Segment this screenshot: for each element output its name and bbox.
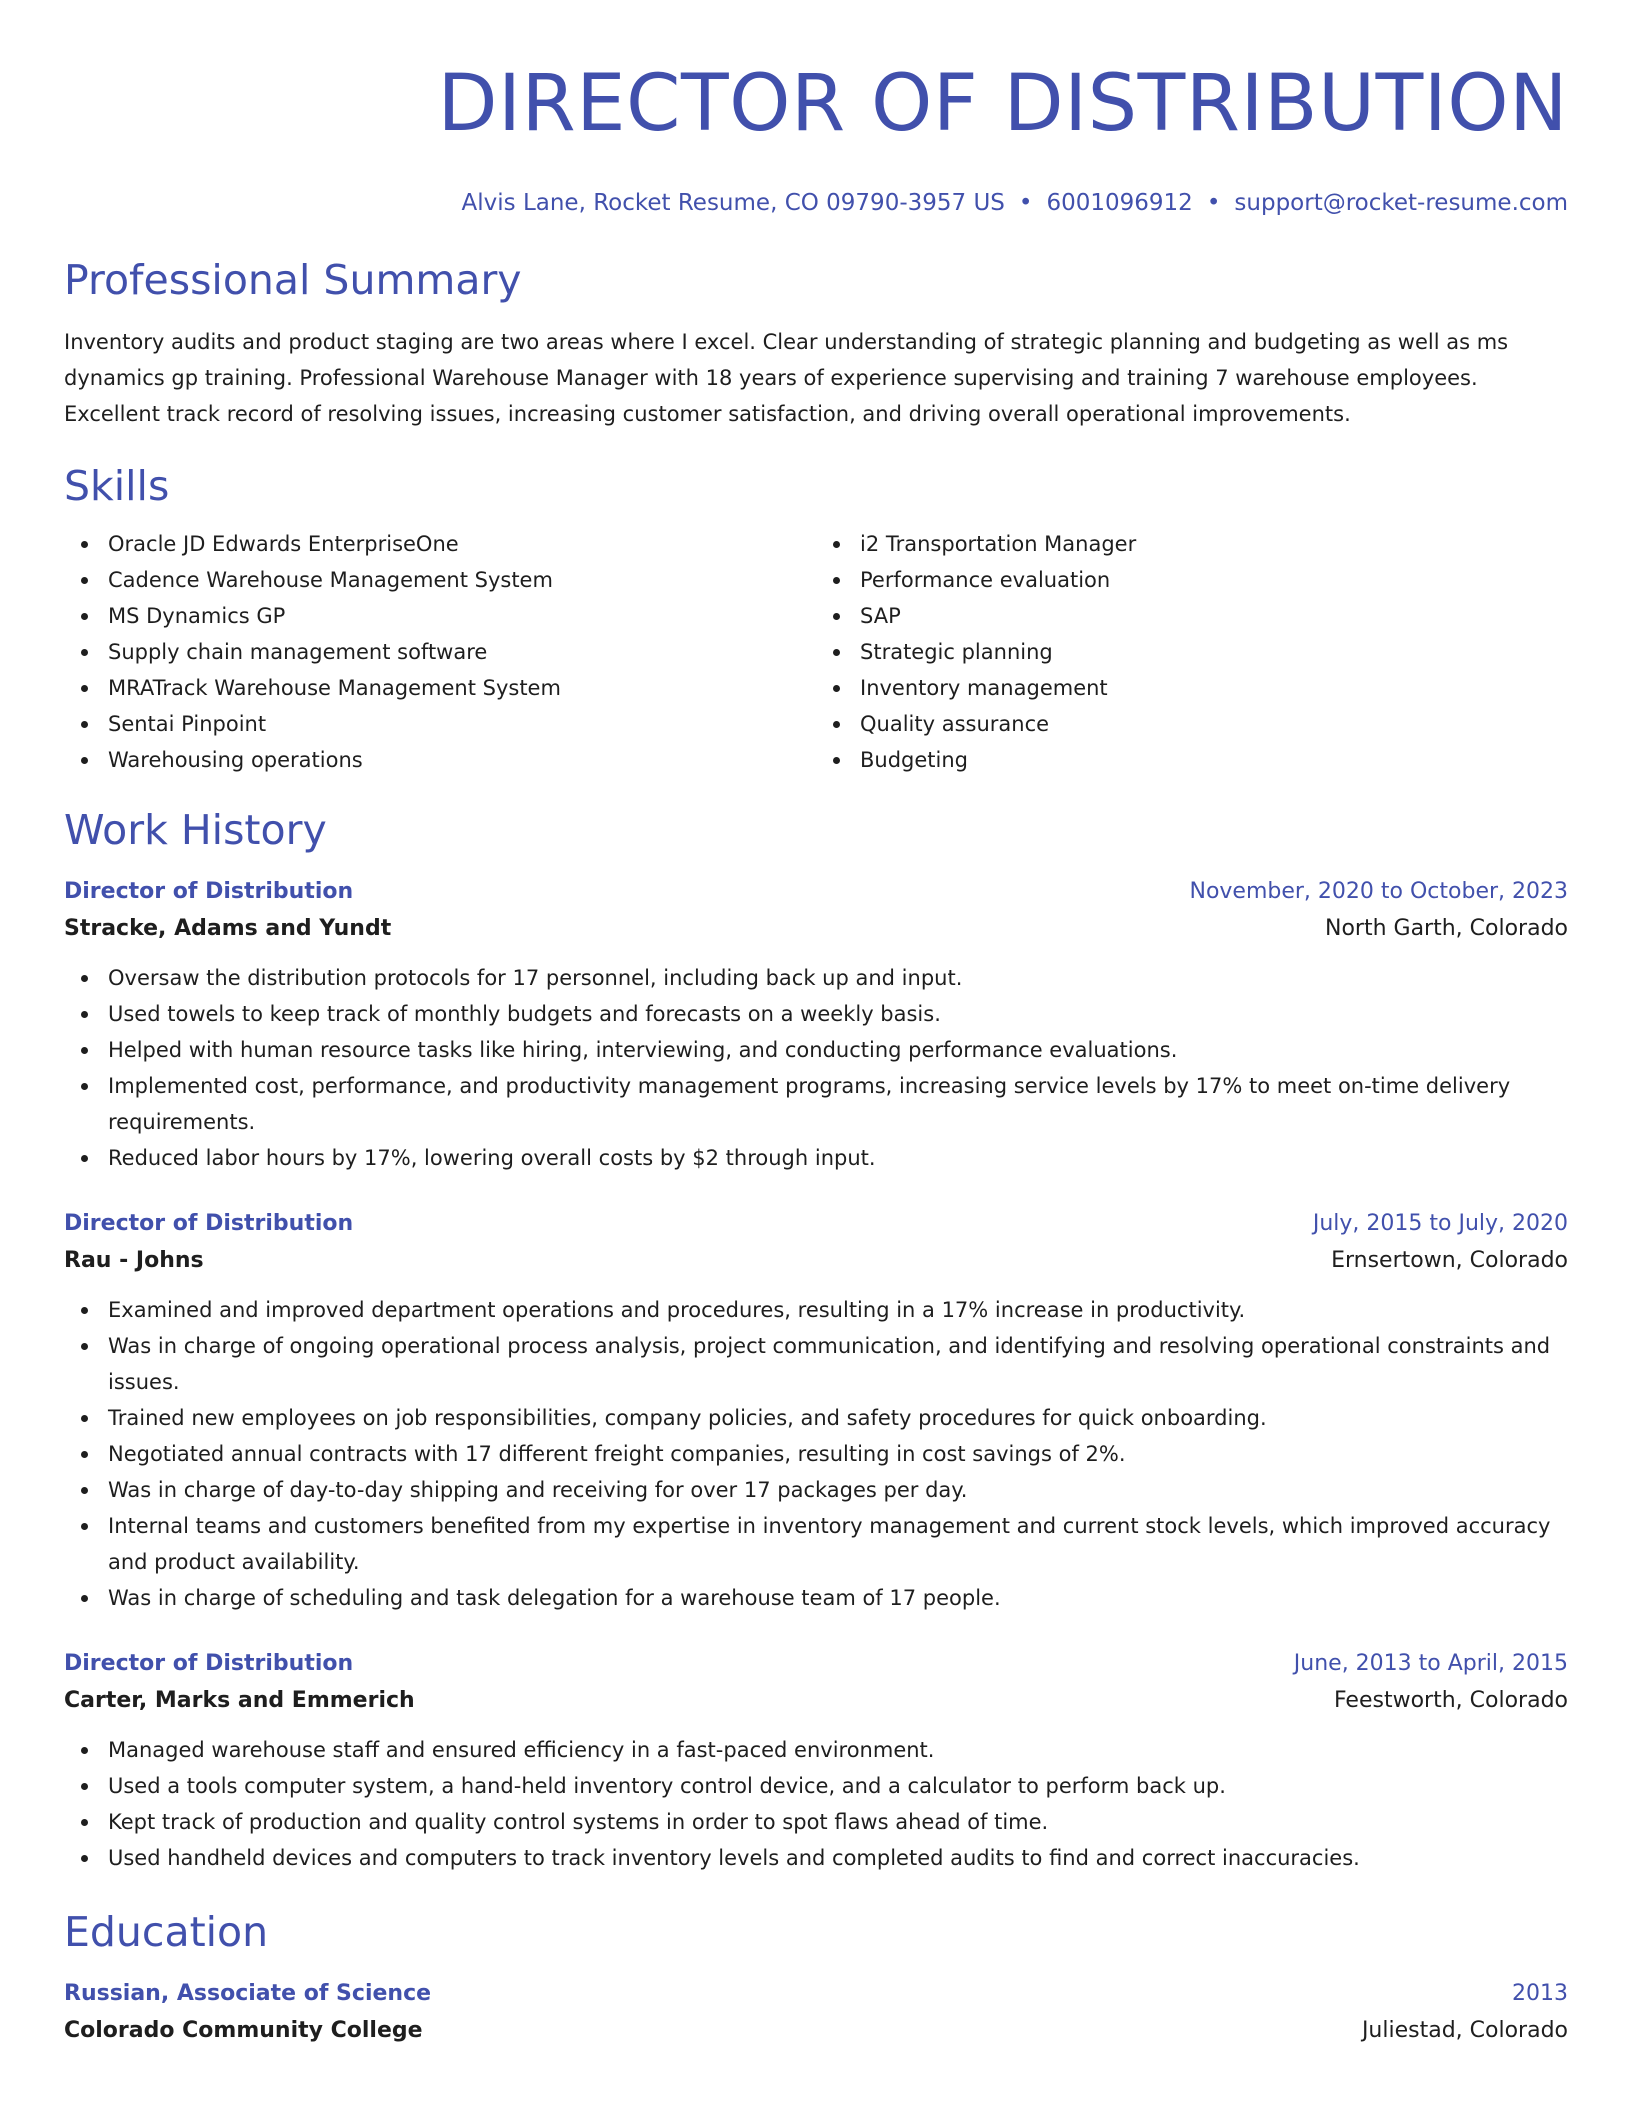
job-bullets xyxy=(64,1732,1568,1876)
skill-item: Oracle JD Edwards EnterpriseOne xyxy=(108,526,816,562)
job-company: Rau - Johns xyxy=(64,1248,204,1273)
job-company: Stracke, Adams and Yundt xyxy=(64,916,392,941)
job-bullet: Trained new employees on job responsibilities, company policies, and safety procedures for quick onboarding. xyxy=(108,1400,1568,1436)
job-bullet: Used handheld devices and computers to track inventory levels and completed audits to find and correct inaccuracies. xyxy=(108,1840,1568,1876)
job-dates: July, 2015 to July, 2020 xyxy=(1312,1211,1568,1236)
skills-grid xyxy=(64,526,1568,778)
skill-item: Supply chain management software xyxy=(108,634,816,670)
job-bullet: Was in charge of scheduling and task delegation for a warehouse team of 17 people. xyxy=(108,1580,1568,1616)
job-company: Carter, Marks and Emmerich xyxy=(64,1688,415,1713)
education-degree: Russian, Associate of Science xyxy=(64,1981,432,2006)
job-bullet: Was in charge of day-to-day shipping and receiving for over 17 packages per day. xyxy=(108,1472,1568,1508)
work-history-heading: Work History xyxy=(64,806,327,854)
job-dates: November, 2020 to October, 2023 xyxy=(1189,879,1568,904)
education-heading: Education xyxy=(64,1908,269,1956)
job-bullet: Kept track of production and quality control systems in order to spot flaws ahead of time. xyxy=(108,1804,1568,1840)
skill-item: MS Dynamics GP xyxy=(108,598,816,634)
resume-header xyxy=(64,58,1568,218)
contact-separator: • xyxy=(1206,190,1221,216)
contact-line xyxy=(64,188,1568,218)
resume-title: DIRECTOR OF DISTRIBUTION xyxy=(437,59,1568,149)
contact-email[interactable]: support@rocket-resume.com xyxy=(1234,190,1568,216)
skill-item: Inventory management xyxy=(860,670,1568,706)
job-header-row xyxy=(64,1646,1568,1682)
summary-text: Inventory audits and product staging are two areas where I excel. Clear understanding of strategic planning and budgeting as well as ms dynamics gp training. Professional Warehouse Manager with 18 years of experience supervising and training 7 warehouse employees. Excellent track record of resolving issues, increasing customer satisfaction, and driving overall operational improvements. xyxy=(64,330,1509,426)
job-bullet: Negotiated annual contracts with 17 different freight companies, resulting in cost savings of 2%. xyxy=(108,1436,1568,1472)
job-location: Ernsertown, Colorado xyxy=(1331,1248,1568,1273)
education-year: 2013 xyxy=(1512,1981,1568,2006)
skill-item: Strategic planning xyxy=(860,634,1568,670)
skill-item: Cadence Warehouse Management System xyxy=(108,562,816,598)
skill-item: Budgeting xyxy=(860,742,1568,778)
education-header-row xyxy=(64,1976,1568,2012)
job-entry xyxy=(64,874,1568,1176)
job-bullet: Helped with human resource tasks like hiring, interviewing, and conducting performance evaluations. xyxy=(108,1032,1568,1068)
job-bullet: Examined and improved department operations and procedures, resulting in a 17% increase in productivity. xyxy=(108,1292,1568,1328)
job-title: Director of Distribution xyxy=(64,1651,354,1676)
job-entry xyxy=(64,1646,1568,1876)
job-location: North Garth, Colorado xyxy=(1325,916,1568,941)
job-title: Director of Distribution xyxy=(64,879,354,904)
job-title: Director of Distribution xyxy=(64,1211,354,1236)
skill-item: Performance evaluation xyxy=(860,562,1568,598)
job-bullets xyxy=(64,960,1568,1176)
job-dates: June, 2013 to April, 2015 xyxy=(1293,1651,1568,1676)
job-bullet: Implemented cost, performance, and productivity management programs, increasing service levels by 17% to meet on-time delivery requirements. xyxy=(108,1068,1568,1140)
job-bullet: Reduced labor hours by 17%, lowering overall costs by $2 through input. xyxy=(108,1140,1568,1176)
contact-address: Alvis Lane, Rocket Resume, CO 09790-3957 US xyxy=(461,190,1005,216)
contact-phone: 6001096912 xyxy=(1046,190,1193,216)
job-bullet: Used towels to keep track of monthly budgets and forecasts on a weekly basis. xyxy=(108,996,1568,1032)
skills-column-left xyxy=(64,526,816,778)
skill-item: Sentai Pinpoint xyxy=(108,706,816,742)
job-company-row xyxy=(64,1682,1568,1720)
job-location: Feestworth, Colorado xyxy=(1333,1688,1568,1713)
contact-separator: • xyxy=(1018,190,1033,216)
skills-column-right xyxy=(816,526,1568,778)
education-school: Colorado Community College xyxy=(64,2018,423,2043)
job-bullet: Was in charge of ongoing operational process analysis, project communication, and identifying and resolving operational constraints and issues. xyxy=(108,1328,1568,1400)
job-header-row xyxy=(64,874,1568,910)
job-bullet: Used a tools computer system, a hand-held inventory control device, and a calculator to perform back up. xyxy=(108,1768,1568,1804)
education-location: Juliestad, Colorado xyxy=(1361,2018,1568,2043)
job-bullet: Internal teams and customers benefited from my expertise in inventory management and current stock levels, which improved accuracy and product availability. xyxy=(108,1508,1568,1580)
education-entry xyxy=(64,1976,1568,2050)
summary-heading: Professional Summary xyxy=(64,256,522,304)
job-header-row xyxy=(64,1206,1568,1242)
skill-item: MRATrack Warehouse Management System xyxy=(108,670,816,706)
skill-item: Warehousing operations xyxy=(108,742,816,778)
education-school-row xyxy=(64,2012,1568,2050)
job-bullet: Oversaw the distribution protocols for 17 personnel, including back up and input. xyxy=(108,960,1568,996)
job-entry xyxy=(64,1206,1568,1616)
job-bullets xyxy=(64,1292,1568,1616)
job-company-row xyxy=(64,910,1568,948)
job-company-row xyxy=(64,1242,1568,1280)
skill-item: i2 Transportation Manager xyxy=(860,526,1568,562)
skill-item: SAP xyxy=(860,598,1568,634)
skill-item: Quality assurance xyxy=(860,706,1568,742)
job-bullet: Managed warehouse staff and ensured efficiency in a fast-paced environment. xyxy=(108,1732,1568,1768)
skills-heading: Skills xyxy=(64,462,170,510)
